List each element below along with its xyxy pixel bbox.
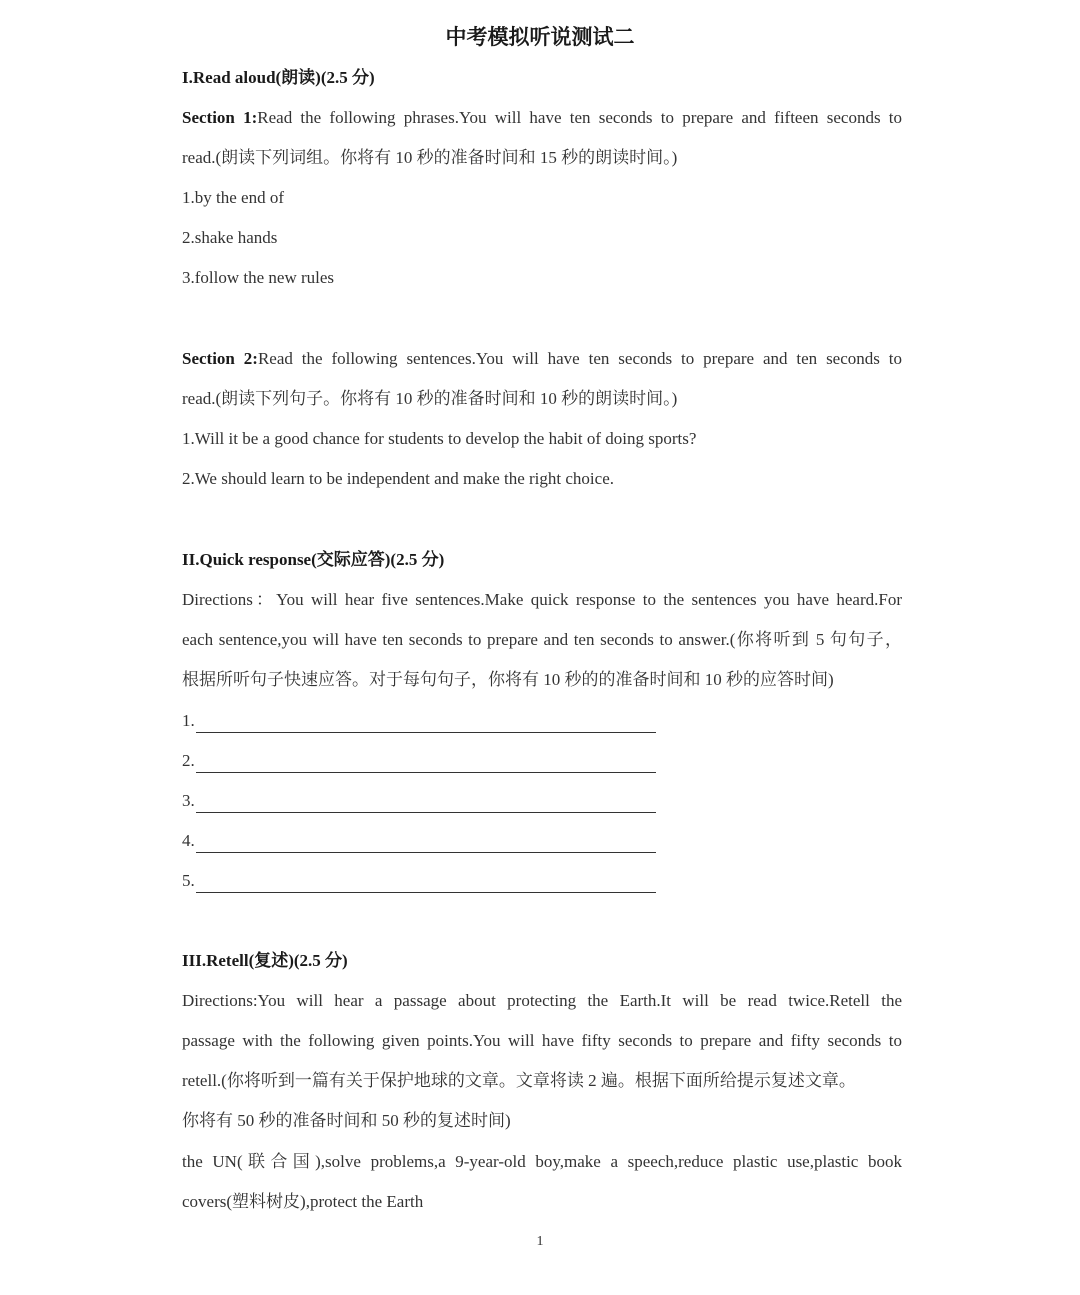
- page-title: 中考模拟听说测试二: [445, 25, 635, 49]
- section2-instruction-text: Read the following sentences.You will have ten seconds to prepare and ten seconds to: [257, 349, 903, 368]
- part3-points-line2: covers(塑料树皮),protect the Earth: [182, 1192, 424, 1211]
- section2-item-1: 1.Will it be a good chance for students to develop the habit of doing sports?: [182, 429, 697, 448]
- part3-directions-line2: passage with the following given points.You will have fifty seconds to prepare and fifty seconds to: [182, 1031, 902, 1050]
- answer-row-4: [182, 829, 656, 853]
- answer-number-4: 4.: [182, 831, 195, 850]
- answer-row-3: [182, 789, 656, 813]
- answer-blank-2[interactable]: [196, 756, 656, 773]
- section2-instruction-line1: [182, 347, 902, 371]
- part2-heading: II.Quick response(交际应答)(2.5 分): [182, 550, 445, 569]
- section1-instruction-text: Read the following phrases.You will have ten seconds to prepare and fifteen seconds to: [257, 108, 902, 127]
- part2-directions-line1: Directions：You will hear five sentences.Make quick response to the sentences you have heard.For: [182, 590, 902, 609]
- answer-row-5: [182, 869, 656, 893]
- section1-item-3: 3.follow the new rules: [182, 268, 335, 287]
- section1-label: Section 1:: [182, 108, 258, 127]
- answer-row-2: [182, 749, 656, 773]
- answer-row-1: [182, 709, 656, 733]
- part1-heading: I.Read aloud(朗读)(2.5 分): [182, 68, 375, 87]
- answer-number-3: 3.: [182, 791, 195, 810]
- page-number: 1: [536, 1234, 544, 1249]
- part3-heading: III.Retell(复述)(2.5 分): [182, 951, 348, 970]
- part3-points-line1: the UN(联合国),solve problems,a 9-year-old boy,make a speech,reduce plastic use,plastic book: [182, 1152, 902, 1171]
- section2-item-2: 2.We should learn to be independent and make the right choice.: [182, 469, 614, 488]
- section1-instruction-line1: [182, 106, 902, 130]
- answer-blank-4[interactable]: [196, 836, 656, 853]
- part3-directions-line1: Directions:You will hear a passage about protecting the Earth.It will be read twice.Retell the: [182, 991, 902, 1010]
- answer-number-5: 5.: [182, 871, 195, 890]
- section1-item-2: 2.shake hands: [182, 228, 278, 247]
- part3-directions-line3: retell.(你将听到一篇有关于保护地球的文章。文章将读 2 遍。根据下面所给提示复述文章。: [182, 1071, 856, 1090]
- answer-blank-1[interactable]: [196, 716, 656, 733]
- answer-blank-5[interactable]: [196, 876, 656, 893]
- answer-number-1: 1.: [182, 711, 195, 730]
- section1-instruction-line2: read.(朗读下列词组。你将有 10 秒的准备时间和 15 秒的朗读时间。): [182, 148, 678, 167]
- part3-directions-line4: 你将有 50 秒的准备时间和 50 秒的复述时间): [182, 1111, 511, 1130]
- part2-directions-line3: 根据所听句子快速应答。对于每句句子，你将有 10 秒的的准备时间和 10 秒的应答时间): [182, 670, 834, 689]
- answer-blank-3[interactable]: [196, 796, 656, 813]
- part2-directions-line2: each sentence,you will have ten seconds to prepare and ten seconds to answer.(你将听到 5 句句子，: [182, 630, 902, 649]
- section2-label: Section 2:: [182, 349, 258, 368]
- section2-instruction-line2: read.(朗读下列句子。你将有 10 秒的准备时间和 10 秒的朗读时间。): [182, 389, 678, 408]
- answer-number-2: 2.: [182, 751, 195, 770]
- section1-item-1: 1.by the end of: [182, 188, 284, 207]
